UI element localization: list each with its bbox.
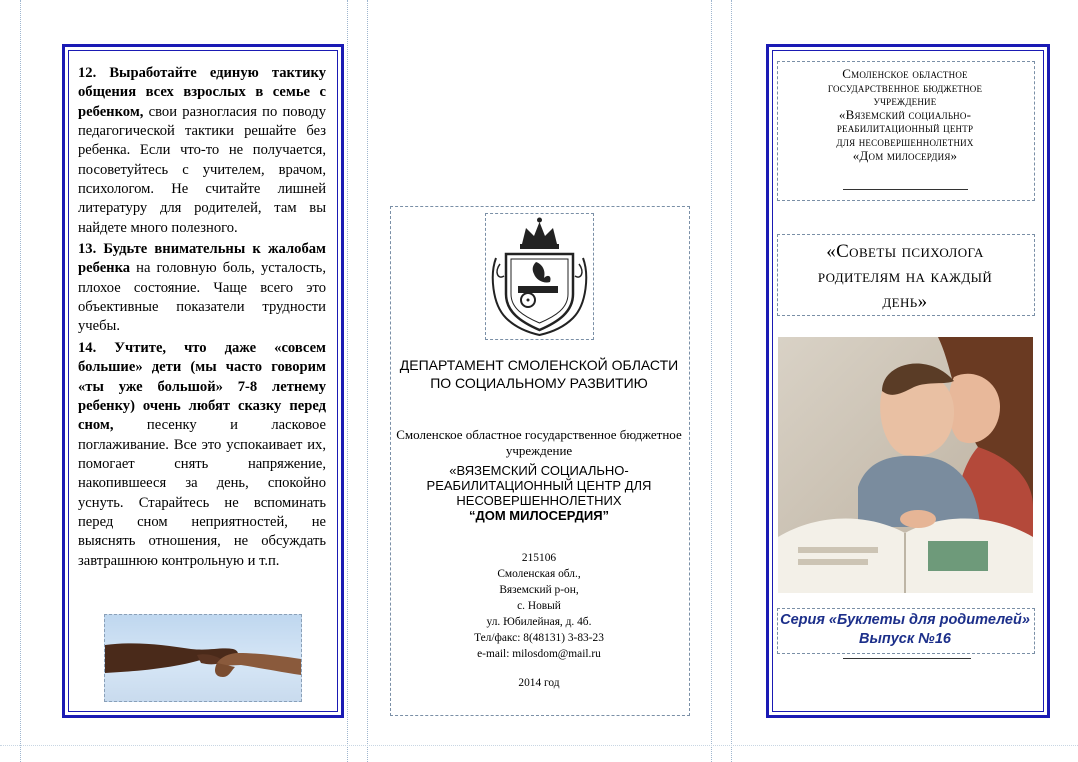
tip-12-heading: 12. Выработайте единую тактику общения всех взрослых в семье с ребенком, [78, 65, 326, 120]
year: 2014 год [518, 677, 560, 689]
series-name: Серия «Буклеты для родителей» [780, 612, 1030, 628]
title-line: «Советы психолога [826, 241, 984, 262]
header-line: «Вяземский социально- [838, 106, 972, 122]
header-line: учреждение [873, 93, 937, 109]
tip-12 [78, 64, 326, 238]
title-line: родителям на каждый [817, 266, 993, 287]
tip-12-body: свои разногласия по поводу педагогической тактики решайте без ребенка. Если что-то не получается, посоветуйтесь с учителем, врачом, психологом. Не считайте лишней литературу для родителей, там вы найдете много полезного. [78, 103, 326, 236]
hands-photo [104, 614, 302, 702]
header-line: государственное бюджетное [827, 79, 983, 95]
page-guide [711, 0, 712, 762]
page-guide [347, 0, 348, 762]
tip-13-body: на головную боль, усталость, плохое состояние. Чаще всего это объективные показатели трудности учебы. [78, 260, 326, 335]
institution-type: Смоленское областное государственное бюджетное учреждение [396, 427, 682, 458]
header-text [777, 67, 1033, 162]
divider [843, 189, 968, 190]
address-line: с. Новый [517, 600, 561, 612]
header-line: реабилитационный центр [836, 120, 974, 136]
tip-13-heading: 13. Будьте внимательны к жалобам ребенка [78, 241, 326, 277]
title-line: день» [882, 291, 928, 312]
tips-text [78, 64, 326, 571]
header-line: Смоленское областное [842, 66, 968, 81]
coat-of-arms [485, 213, 594, 340]
page-guide [0, 745, 1078, 746]
page-guide [367, 0, 368, 762]
tip-13 [78, 238, 326, 337]
series-label [777, 611, 1033, 649]
address-line: Смоленская обл., [497, 568, 581, 580]
address-block [392, 550, 686, 662]
page-guide [731, 0, 732, 762]
tip-14-body: песенку и ласковое поглаживание. Все это успокаивает их, помогает снять напряжение, накопившееся за день, спокойно уснуть. Старайтесь не вспоминать перед сном неприятностей, не выяснять отношения, не обсуждать завтрашнюю контрольную и т.п. [78, 417, 326, 569]
divider [843, 658, 971, 659]
address-line: Вяземский р-он, [499, 584, 579, 596]
booklet-title [777, 239, 1033, 314]
institution-name [392, 463, 686, 523]
header-line: для несовершеннолетних [836, 133, 974, 149]
issue-number: Выпуск №16 [859, 631, 951, 647]
address-line: 215106 [521, 552, 557, 564]
department-name: ДЕПАРТАМЕНТ СМОЛЕНСКОЙ ОБЛАСТИ ПО СОЦИАЛЬНОМУ РАЗВИТИЮ [399, 357, 679, 391]
page-guide [20, 0, 21, 762]
address-line: ул. Юбилейная, д. 4б. [486, 616, 592, 628]
header-line: «Дом милосердия» [852, 147, 958, 163]
institution-name-bold: “ДОМ МИЛОСЕРДИЯ” [468, 508, 610, 523]
phone-line: Тел/факс: 8(48131) 3-83-23 [474, 632, 604, 644]
institution-name-text: «ВЯЗЕМСКИЙ СОЦИАЛЬНО-РЕАБИЛИТАЦИОННЫЙ ЦЕНТР ДЛЯ НЕСОВЕРШЕННОЛЕТНИХ [426, 463, 652, 508]
tip-14-heading: 14. Учтите, что даже «совсем большие» дети (мы часто говорим «ты уже большой» 7-8 летнему ребенку) очень любят сказку перед сном, [78, 339, 326, 434]
tip-14 [78, 337, 326, 571]
mother-child-reading-photo [778, 337, 1033, 593]
email-line: e-mail: milosdom@mail.ru [477, 648, 601, 660]
